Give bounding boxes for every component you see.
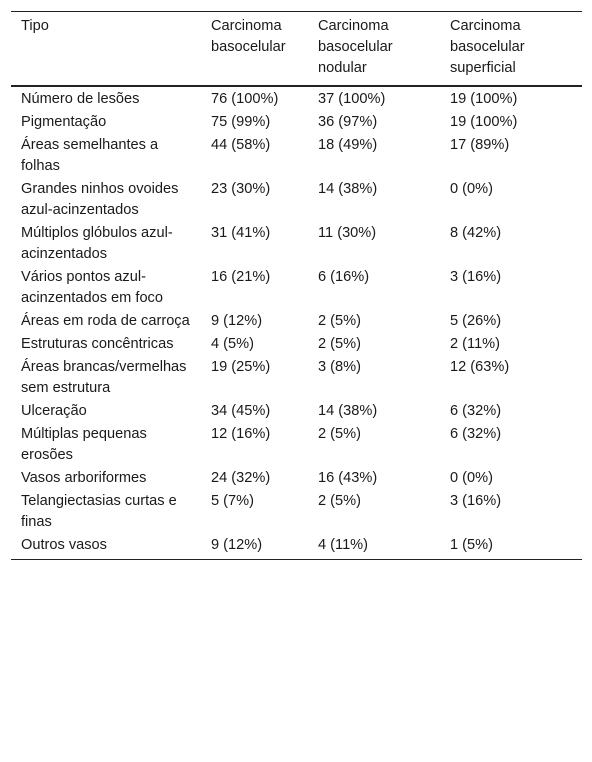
- cell-basocelular: 9 (12%): [211, 537, 263, 553]
- cell-basocelular: 76 (100%): [211, 91, 279, 107]
- cell-tipo: Outros vasos: [21, 537, 107, 553]
- cell-basocelular: 24 (32%): [211, 470, 271, 486]
- table-body: [11, 86, 582, 560]
- cell-nodular: 36 (97%): [318, 114, 378, 130]
- cell-nodular: 2 (5%): [318, 426, 361, 442]
- table-header: [11, 12, 582, 87]
- table-row: [11, 534, 582, 560]
- cell-basocelular: 23 (30%): [211, 181, 271, 197]
- cell-superficial: 2 (11%): [450, 336, 501, 352]
- cell-superficial: 6 (32%): [450, 403, 502, 419]
- cell-superficial: 6 (32%): [450, 426, 502, 442]
- cell-nodular: 4 (11%): [318, 537, 369, 553]
- table-row: [11, 266, 582, 310]
- cell-nodular: 14 (38%): [318, 403, 378, 419]
- cell-nodular: 37 (100%): [318, 91, 386, 107]
- cell-superficial: 0 (0%): [450, 470, 493, 486]
- cell-tipo: Grandes ninhos ovoides azul-acinzentados: [21, 181, 179, 218]
- cell-tipo: Ulceração: [21, 403, 87, 419]
- cell-basocelular: 31 (41%): [211, 225, 271, 241]
- cell-nodular: 2 (5%): [318, 313, 361, 329]
- cell-tipo: Múltiplos glóbulos azul-acinzentados: [21, 225, 173, 262]
- table-row: [11, 490, 582, 534]
- cell-basocelular: 16 (21%): [211, 269, 271, 285]
- header-carcinoma-nodular: Carcinoma basocelular nodular: [318, 18, 393, 76]
- cell-tipo: Número de lesões: [21, 91, 140, 107]
- cell-superficial: 3 (16%): [450, 269, 502, 285]
- cell-tipo: Áreas em roda de carroça: [21, 313, 190, 329]
- cell-nodular: 2 (5%): [318, 336, 361, 352]
- table-row: [11, 467, 582, 490]
- cell-tipo: Vasos arboriformes: [21, 470, 147, 486]
- cell-tipo: Estruturas concêntricas: [21, 336, 174, 352]
- cell-basocelular: 75 (99%): [211, 114, 271, 130]
- cell-tipo: Pigmentação: [21, 114, 107, 130]
- table-row: [11, 423, 582, 467]
- cell-nodular: 3 (8%): [318, 359, 361, 375]
- cell-superficial: 12 (63%): [450, 359, 510, 375]
- cell-superficial: 19 (100%): [450, 91, 518, 107]
- table-row: [11, 356, 582, 400]
- cell-nodular: 14 (38%): [318, 181, 378, 197]
- header-tipo: Tipo: [21, 18, 49, 34]
- cell-superficial: 3 (16%): [450, 493, 502, 509]
- header-carcinoma-basocelular: Carcinoma basocelular: [211, 18, 286, 55]
- cell-superficial: 8 (42%): [450, 225, 502, 241]
- cell-tipo: Múltiplas pequenas erosões: [21, 426, 147, 463]
- table-row: [11, 333, 582, 356]
- cell-basocelular: 5 (7%): [211, 493, 254, 509]
- cell-basocelular: 44 (58%): [211, 137, 271, 153]
- cell-superficial: 19 (100%): [450, 114, 518, 130]
- cell-nodular: 2 (5%): [318, 493, 361, 509]
- cell-basocelular: 19 (25%): [211, 359, 271, 375]
- header-carcinoma-superficial: Carcinoma basocelular superficial: [450, 18, 525, 76]
- table-row: [11, 400, 582, 423]
- table-row: [11, 222, 582, 266]
- dermoscopy-findings-table: [11, 11, 582, 560]
- table-row: [11, 178, 582, 222]
- cell-nodular: 18 (49%): [318, 137, 378, 153]
- table-row: [11, 310, 582, 333]
- table-row: [11, 134, 582, 178]
- cell-nodular: 6 (16%): [318, 269, 370, 285]
- cell-basocelular: 4 (5%): [211, 336, 254, 352]
- table-row: [11, 111, 582, 134]
- table-row: [11, 86, 582, 111]
- cell-superficial: 17 (89%): [450, 137, 510, 153]
- cell-nodular: 11 (30%): [318, 225, 377, 241]
- cell-tipo: Vários pontos azul-acinzentados em foco: [21, 269, 163, 306]
- cell-tipo: Telangiectasias curtas e finas: [21, 493, 177, 530]
- cell-basocelular: 34 (45%): [211, 403, 271, 419]
- cell-nodular: 16 (43%): [318, 470, 378, 486]
- cell-basocelular: 9 (12%): [211, 313, 263, 329]
- cell-superficial: 1 (5%): [450, 537, 493, 553]
- cell-tipo: Áreas semelhantes a folhas: [21, 137, 159, 174]
- cell-superficial: 5 (26%): [450, 313, 502, 329]
- header-row: [11, 12, 582, 87]
- cell-basocelular: 12 (16%): [211, 426, 271, 442]
- cell-superficial: 0 (0%): [450, 181, 493, 197]
- cell-tipo: Áreas brancas/vermelhas sem estrutura: [21, 359, 187, 396]
